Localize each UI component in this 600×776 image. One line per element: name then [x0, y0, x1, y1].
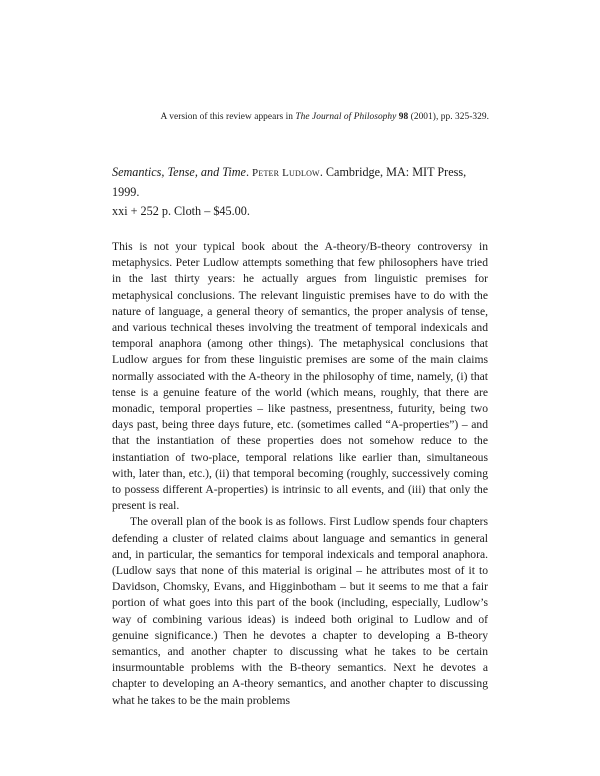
book-title: Semantics, Tense, and Time [112, 165, 246, 179]
note-details: (2001), pp. 325-329. [408, 112, 489, 122]
book-citation [112, 163, 492, 221]
paragraph: This is not your typical book about the A-theory/B-theory controversy in metaphysics. Peter Ludlow attempts something that few philosophers have tried in the last thirty years: he actually argues from linguistic premises for metaphysical conclusions. The relevant linguistic premises have to do with the nature of language, a general theory of semantics, the proper analysis of tense, and various technical theses involving the treatment of temporal indexicals and temporal anaphora (among other things). The metaphysical conclusions that Ludlow argues for from these linguistic premises are some of the main claims normally associated with the A-theory in the philosophy of time, namely, (i) that tense is a genuine feature of the world (which means, roughly, that there are monadic, temporal properties – like pastness, presentness, futurity, being two days past, being three days future, etc. (sometimes called “A-properties”) – and that the instantiation of these properties does not somehow reduce to the instantiation of two-place, temporal relations like earlier than, simultaneous with, later than, etc.), (ii) that temporal becoming (roughly, successively coming to possess different A-properties) is intrinsic to all events, and (iii) that only the present is real. [112, 240, 488, 513]
book-author: Peter Ludlow [252, 167, 320, 179]
book-publication: . Cambridge, MA: MIT Press, 1999. [112, 165, 467, 199]
publication-note [161, 112, 489, 122]
journal-volume: 98 [398, 112, 409, 122]
note-prefix: A version of this review appears in [160, 112, 296, 122]
citation-line-1: Semantics, Tense, and Time. Peter Ludlow. Cambridge, MA: MIT Press, 1999. [112, 165, 467, 199]
book-details: xxi + 252 p. Cloth – $45.00. [112, 204, 250, 218]
paragraph: The overall plan of the book is as follows. First Ludlow spends four chapters defending a cluster of related claims about language and semantics in general and, in particular, the semantics for temporal indexicals and temporal anaphora. (Ludlow says that none of this material is original – he attributes most of it to Davidson, Chomsky, Evans, and Higginbotham – but it seems to me that a fair portion of what goes into this part of the book (including, especially, Ludlow’s way of combining various ideas) is indeed both original to Ludlow and of genuine significance.) Then he devotes a chapter to developing a B-theory semantics, and another chapter to discussing what he takes to be certain insurmountable problems with the B-theory semantics. Next he devotes a chapter to developing an A-theory semantics, and another chapter to discussing what he takes to be the main problems [112, 515, 488, 707]
review-body [112, 239, 488, 709]
journal-name: The Journal of Philosophy [295, 112, 397, 122]
